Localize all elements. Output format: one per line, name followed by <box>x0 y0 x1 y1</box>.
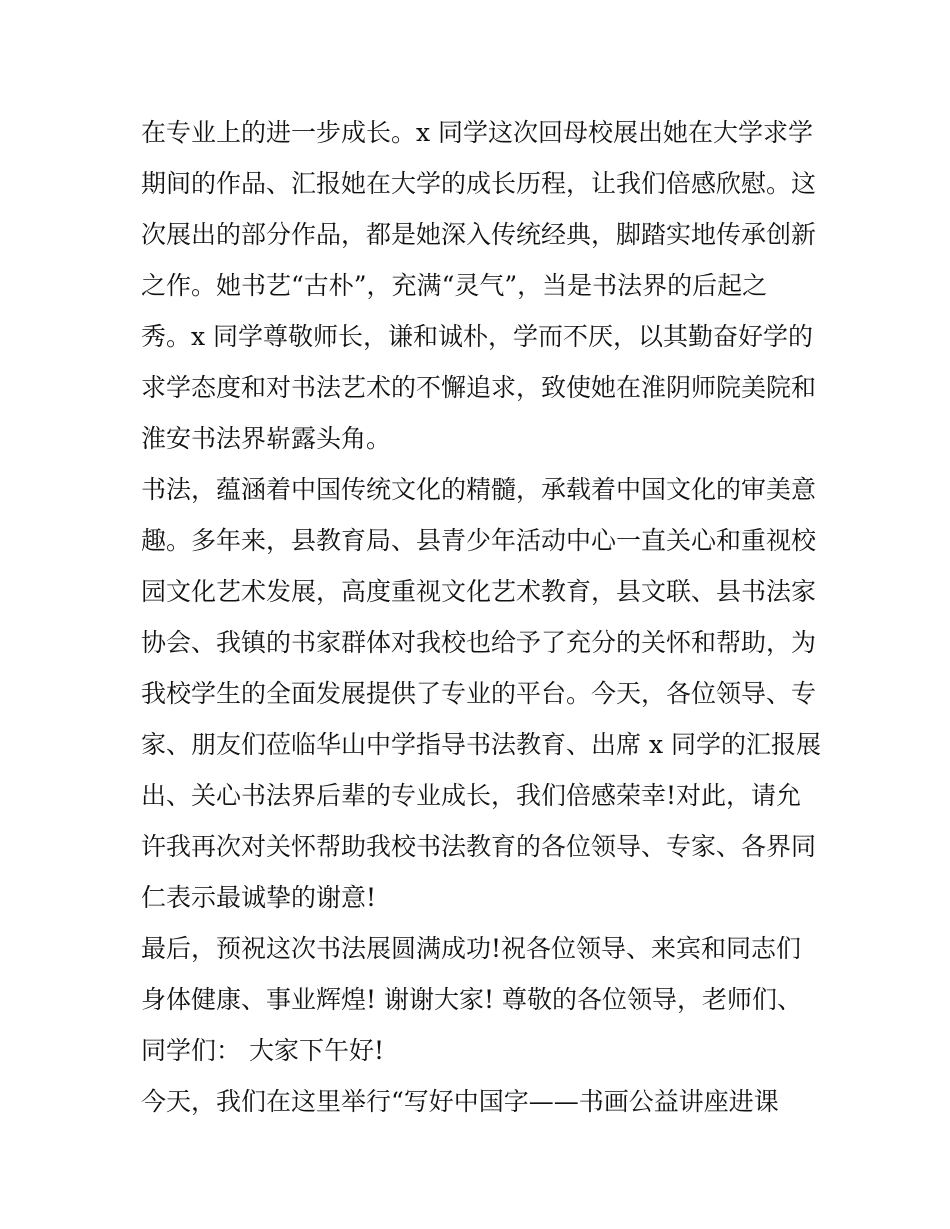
text-line: 秀。x 同学尊敬师长，谦和诚朴，学而不厌，以其勤奋好学的 <box>141 322 814 351</box>
text-line: 趣。多年来，县教育局、县青少年活动中心一直关心和重视校 <box>141 526 817 555</box>
text-line: 我校学生的全面发展提供了专业的平台。今天，各位领导、专 <box>141 679 817 708</box>
document-body <box>141 107 831 1127</box>
text-line: 最后，预祝这次书法展圆满成功!祝各位领导、来宾和同志们 <box>141 934 802 963</box>
text-line: 家、朋友们莅临华山中学指导书法教育、出席 x 同学的汇报展 <box>141 730 821 759</box>
text-line: 协会、我镇的书家群体对我校也给予了充分的关怀和帮助，为 <box>141 628 817 657</box>
text-line: 淮安书法界崭露头角。 <box>141 424 392 453</box>
text-line: 在专业上的进一步成长。x 同学这次回母校展出她在大学求学 <box>141 118 814 147</box>
text-line: 书法，蕴涵着中国传统文化的精髓，承载着中国文化的审美意 <box>141 475 817 504</box>
text-line: 出、关心书法界后辈的专业成长，我们倍感荣幸!对此，请允 <box>141 781 802 810</box>
text-line: 身体健康、事业辉煌! 谢谢大家! 尊敬的各位领导，老师们、 <box>141 985 802 1014</box>
text-line: 园文化艺术发展，高度重视文化艺术教育，县文联、县书法家 <box>141 577 817 606</box>
text-line: 次展出的部分作品，都是她深入传统经典，脚踏实地传承创新 <box>141 220 817 249</box>
text-line: 今天，我们在这里举行“写好中国字——书画公益讲座进课 <box>141 1087 779 1116</box>
text-line: 求学态度和对书法艺术的不懈追求，致使她在淮阴师院美院和 <box>141 373 817 402</box>
text-line: 同学们： 大家下午好! <box>141 1036 384 1065</box>
text-line: 期间的作品、汇报她在大学的成长历程，让我们倍感欣慰。这 <box>141 169 817 198</box>
text-line: 许我再次对关怀帮助我校书法教育的各位领导、专家、各界同 <box>141 832 817 861</box>
text-line: 仁表示最诚挚的谢意! <box>141 883 377 912</box>
text-line: 之作。她书艺“古朴”，充满“灵气”，当是书法界的后起之 <box>141 271 768 300</box>
